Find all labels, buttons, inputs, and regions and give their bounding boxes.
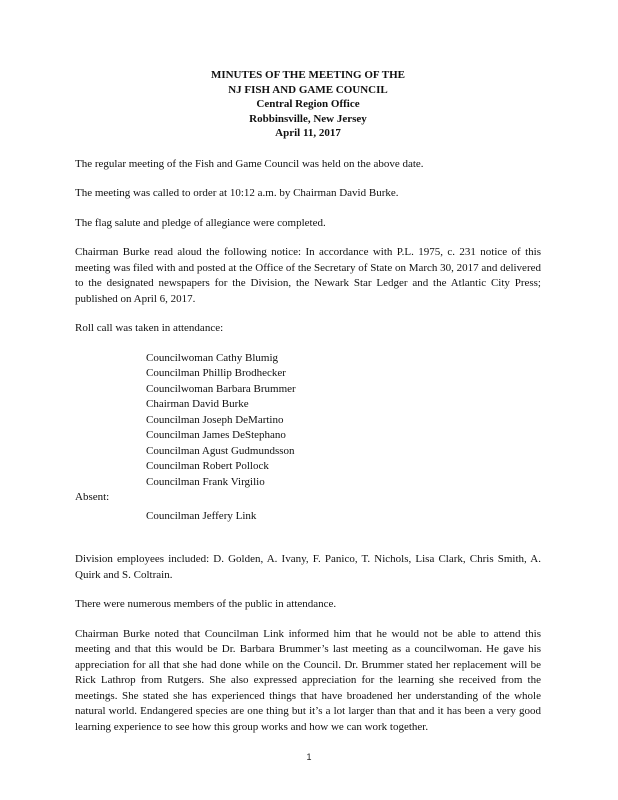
absent-list bbox=[75, 509, 541, 525]
paragraph-chairman-remarks: Chairman Burke noted that Councilman Link informed him that he would not be able to attend this meeting and that this would be Dr. Barbara Brummer’s last meeting as a councilwoman. He gave his appreciation for all that she had done while on the Council. Dr. Brummer stated her replacement will be Rick Lathrop from Rutgers. She also expressed appreciation for the learning she received from the meetings. She stated she has experienced things that have broadened her understanding of the whole natural world. Endangered species are one thing but it’s a lot larger than that and it has been a very good learning experience to see how this group works and how we can work together. bbox=[75, 627, 541, 733]
paragraph-roll-call: Roll call was taken in attendance: bbox=[75, 322, 224, 334]
attendee-item: Councilman Frank Virgilio bbox=[146, 475, 265, 488]
paragraph-division-employees: Division employees included: D. Golden, A. Ivany, F. Panico, T. Nichols, Lisa Clark, Chris Smith, A. Quirk and S. Coltrain. bbox=[75, 553, 541, 581]
attendee-list bbox=[75, 351, 541, 491]
attendee-item: Councilman Joseph DeMartino bbox=[146, 413, 284, 426]
paragraph-flag-salute: The flag salute and pledge of allegiance were completed. bbox=[75, 216, 326, 229]
header-location: Robbinsville, New Jersey bbox=[249, 112, 367, 125]
paragraph-notice: Chairman Burke read aloud the following notice: In accordance with P.L. 1975, c. 231 notice of this meeting was filed with and posted at the Office of the Secretary of State on March 30, 2017 and delivered to the designated newspapers for the Division, the Newark Star Ledger and the Atlantic City Press; published on April 6, 2017. bbox=[75, 246, 541, 305]
header-title-line-1: MINUTES OF THE MEETING OF THE bbox=[210, 69, 406, 81]
attendee-item: Councilman James DeStephano bbox=[146, 429, 286, 441]
header-office: Central Region Office bbox=[256, 98, 360, 110]
paragraph-public-attendance: There were numerous members of the public in attendance. bbox=[75, 598, 337, 610]
paragraph-meeting-held: The regular meeting of the Fish and Game Council was held on the above date. bbox=[75, 157, 424, 170]
document-header bbox=[75, 68, 541, 141]
attendee-item: Councilwoman Cathy Blumig bbox=[146, 351, 278, 364]
header-title-line-2: NJ FISH AND GAME COUNCIL bbox=[228, 83, 388, 96]
paragraph-called-to-order: The meeting was called to order at 10:12 a.m. by Chairman David Burke. bbox=[75, 187, 399, 199]
attendee-item: Councilman Robert Pollock bbox=[146, 460, 269, 472]
header-date: April 11, 2017 bbox=[275, 127, 341, 139]
absent-item: Councilman Jeffery Link bbox=[146, 509, 257, 522]
document-page bbox=[75, 68, 541, 735]
attendee-item: Chairman David Burke bbox=[146, 398, 249, 410]
attendee-item: Councilman Phillip Brodhecker bbox=[146, 367, 286, 379]
attendee-item: Councilman Agust Gudmundsson bbox=[146, 444, 295, 457]
absent-label: Absent: bbox=[75, 491, 110, 503]
page-number: 1 bbox=[306, 752, 312, 762]
attendee-item: Councilwoman Barbara Brummer bbox=[146, 382, 296, 395]
